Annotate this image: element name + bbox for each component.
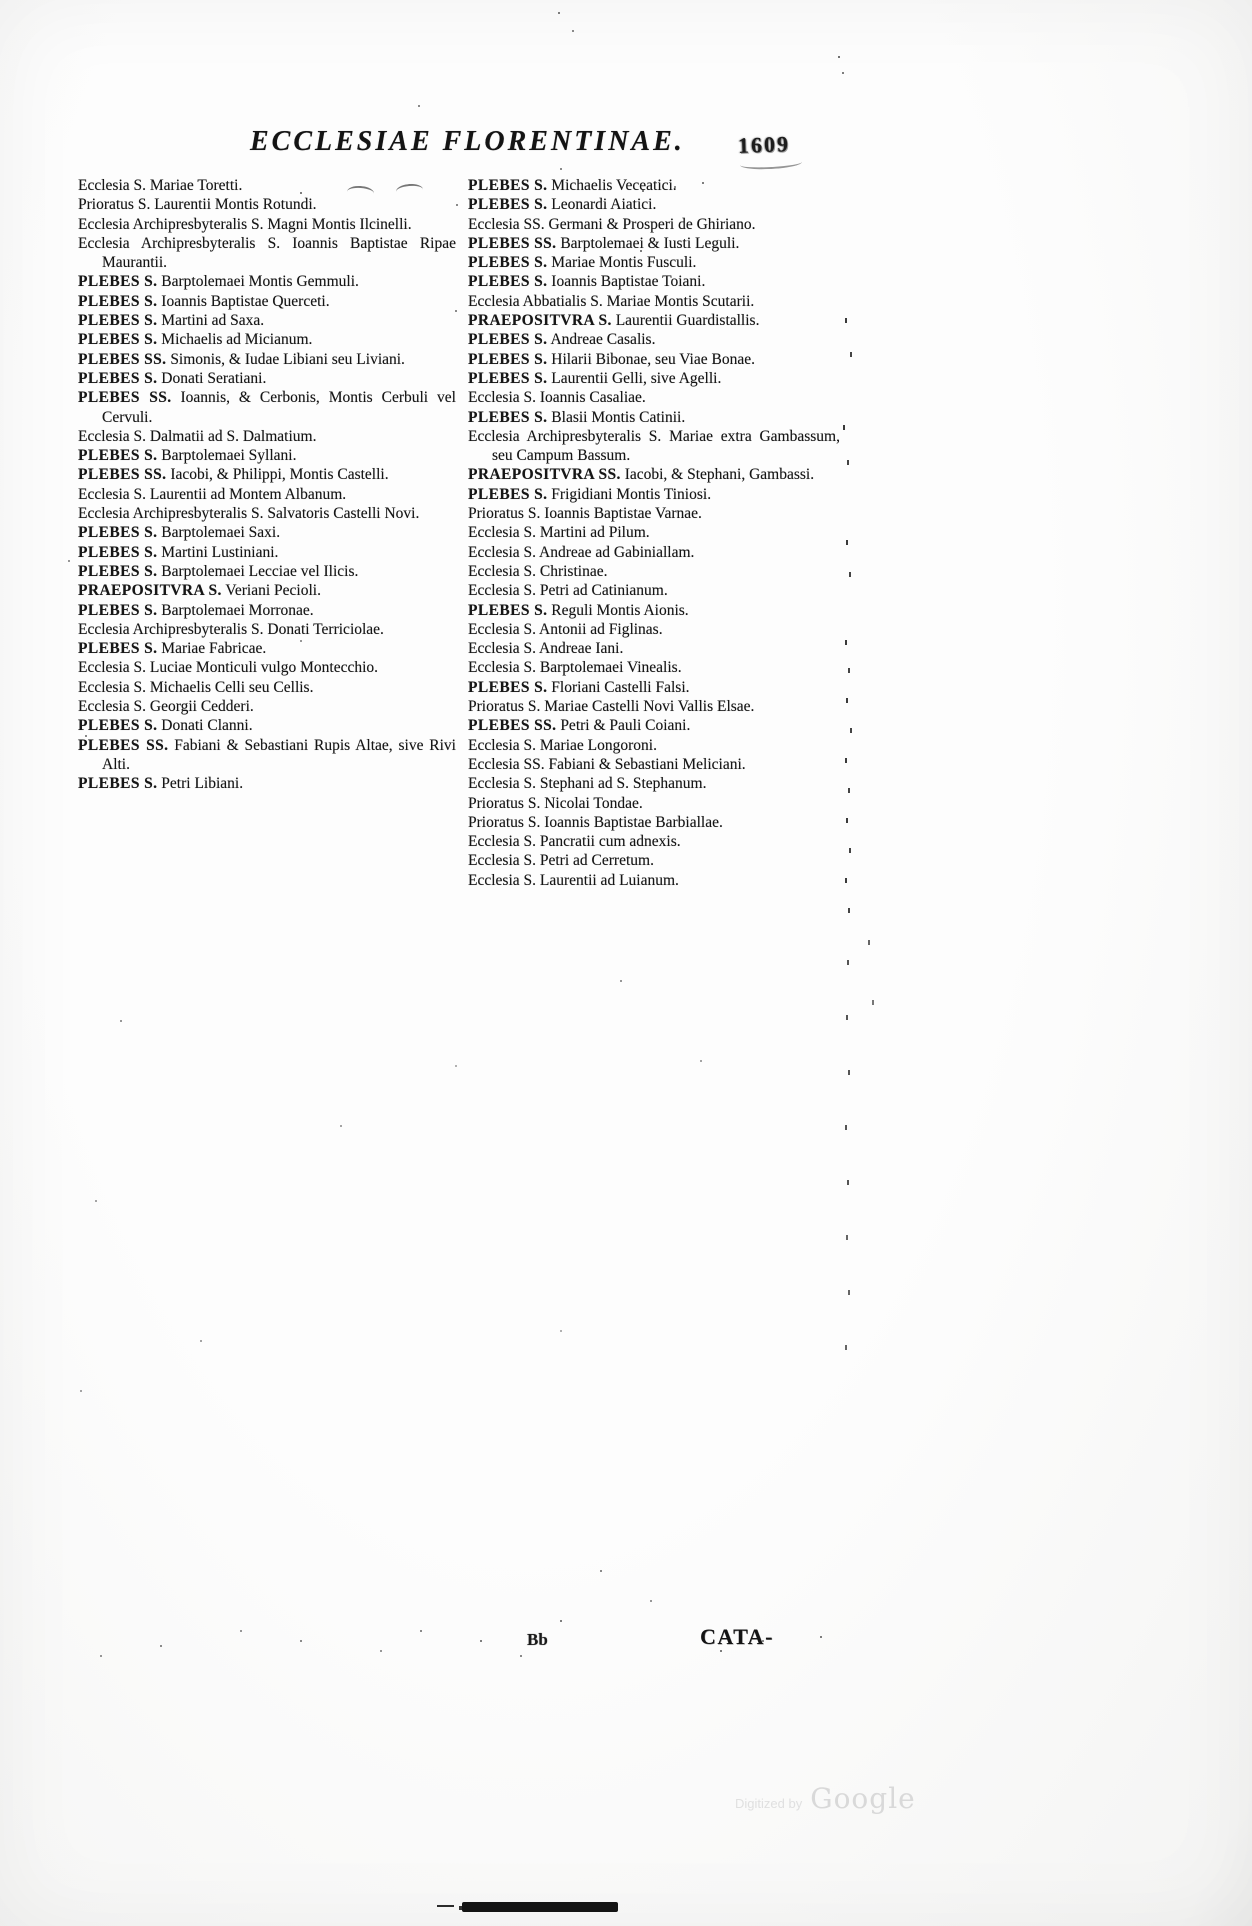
church-list-right-column (468, 176, 840, 890)
church-entry: Ecclesia SS. Fabiani & Sebastiani Meliciani. (468, 755, 746, 773)
church-entry: Ecclesia Archipresbyteralis S. Mariae extra Gambassum, seu Campum Bassum. (468, 427, 840, 465)
church-entry: PLEBES S. Mariae Fabricae. (78, 640, 267, 658)
church-entry: PLEBES S. Leonardi Aiatici. (468, 196, 657, 214)
church-entry: PRAEPOSITVRA S. Veriani Pecioli. (78, 582, 321, 600)
church-entry: Ecclesia Archipresbyteralis S. Salvatoris Castelli Novi. (78, 505, 420, 523)
page-title: ECCLESIAE FLORENTINAE. (250, 126, 685, 157)
google-logo: Google (810, 1782, 916, 1815)
church-entry: PLEBES SS. Ioannis, & Cerbonis, Montis Cerbuli vel Cervuli. (78, 389, 456, 426)
church-entry: Ecclesia Archipresbyteralis S. Donati Terriciolae. (78, 620, 384, 638)
google-watermark (735, 1782, 916, 1815)
church-entry: PLEBES S. Martini ad Saxa. (78, 312, 265, 330)
church-entry: PLEBES S. Floriani Castelli Falsi. (468, 678, 690, 696)
church-entry: Ecclesia S. Mariae Toretti. (78, 177, 243, 194)
church-entry: PLEBES S. Barptolemaei Montis Gemmuli. (78, 273, 359, 291)
church-entry: PLEBES S. Barptolemaei Lecciae vel Ilicis. (78, 562, 359, 580)
church-entry: Ecclesia S. Georgii Cedderi. (78, 698, 254, 716)
church-entry: PLEBES SS. Fabiani & Sebastiani Rupis Altae, sive Rivi Alti. (78, 736, 456, 773)
church-entry: PRAEPOSITVRA S. Laurentii Guardistallis. (468, 312, 760, 330)
church-entry: PLEBES S. Andreae Casalis. (468, 331, 656, 349)
signature-mark: Bb (527, 1630, 548, 1649)
church-entry: Ecclesia S. Andreae Iani. (468, 640, 624, 658)
church-entry: Ecclesia S. Petri ad Cerretum. (468, 852, 654, 870)
church-entry: Prioratus S. Nicolai Tondae. (468, 794, 643, 812)
church-entry: Ecclesia S. Antonii ad Figlinas. (468, 620, 663, 638)
church-entry: Ecclesia S. Michaelis Celli seu Cellis. (78, 678, 314, 696)
church-entry: PLEBES SS. Petri & Pauli Coiani. (468, 717, 691, 735)
church-entry: Ecclesia S. Barptolemaei Vinealis. (468, 659, 682, 677)
watermark-prefix: Digitized by (735, 1796, 803, 1811)
church-entry: PLEBES S. Mariae Montis Fusculi. (468, 254, 697, 272)
church-entry: PLEBES SS. Iacobi, & Philippi, Montis Castelli. (78, 466, 389, 484)
church-entry: PLEBES S. Barptolemaei Saxi. (78, 524, 281, 542)
church-entry: Ecclesia S. Stephani ad S. Stephanum. (468, 775, 707, 793)
church-entry: PLEBES S. Laurentii Gelli, sive Agelli. (468, 369, 722, 387)
scan-artifact-dash (437, 1905, 454, 1907)
church-entry: Ecclesia S. Mariae Longoroni. (468, 736, 657, 754)
church-entry: PLEBES S. Barptolemaei Morronae. (78, 601, 314, 619)
church-entry: Ecclesia S. Pancratii cum adnexis. (468, 833, 681, 851)
church-entry: Ecclesia S. Martini ad Pilum. (468, 524, 650, 542)
church-entry: PLEBES S. Donati Seratiani. (78, 369, 267, 387)
margin-bleed-ticks (0, 0, 2, 5)
church-entry: Ecclesia S. Dalmatii ad S. Dalmatium. (78, 427, 317, 445)
church-entry: Ecclesia Archipresbyteralis S. Ioannis Baptistae Ripae Maurantii. (78, 234, 456, 272)
catchword: CATA- (700, 1624, 774, 1649)
ink-smudge (740, 156, 802, 170)
church-entry: PLEBES SS. Simonis, & Iudae Libiani seu Liviani. (78, 350, 405, 368)
church-entry: Ecclesia Abbatialis S. Mariae Montis Scutarii. (468, 292, 755, 310)
church-entry: PLEBES S. Ioannis Baptistae Toiani. (468, 273, 706, 291)
church-entry: PLEBES S. Michaelis ad Micianum. (78, 331, 313, 349)
church-entry: PLEBES S. Frigidiani Montis Tiniosi. (468, 485, 712, 503)
church-entry: PLEBES SS. Barptolemaei & Iusti Leguli. (468, 234, 740, 252)
church-entry: PLEBES S. Barptolemaei Syllani. (78, 447, 297, 465)
church-entry: Ecclesia S. Andreae ad Gabiniallam. (468, 543, 695, 561)
church-entry: PRAEPOSITVRA SS. Iacobi, & Stephani, Gambassi. (468, 466, 815, 484)
church-entry: PLEBES S. Hilarii Bibonae, seu Viae Bonae. (468, 350, 755, 368)
page-number: 1609 (737, 131, 791, 158)
church-entry: PLEBES S. Reguli Montis Aionis. (468, 601, 689, 619)
church-entry: Prioratus S. Laurentii Montis Rotundi. (78, 196, 317, 214)
church-entry: Ecclesia S. Petri ad Catinianum. (468, 582, 668, 600)
church-entry: Prioratus S. Ioannis Baptistae Barbiallae. (468, 813, 723, 831)
church-entry: Ecclesia S. Ioannis Casaliae. (468, 389, 646, 407)
church-entry: PLEBES S. Martini Lustiniani. (78, 543, 279, 561)
church-entry: PLEBES S. Ioannis Baptistae Querceti. (78, 292, 330, 310)
church-entry: Ecclesia S. Christinae. (468, 562, 608, 580)
church-entry: Ecclesia S. Luciae Monticuli vulgo Montecchio. (78, 659, 379, 677)
church-entry: PLEBES S. Michaelis Veceatici. (468, 177, 677, 194)
church-list-left-column (78, 176, 456, 794)
church-entry: Ecclesia S. Laurentii ad Luianum. (468, 871, 679, 889)
church-entry: PLEBES S. Petri Libiani. (78, 775, 244, 793)
church-entry: PLEBES S. Blasii Montis Catinii. (468, 408, 686, 426)
church-entry: Ecclesia S. Laurentii ad Montem Albanum. (78, 485, 347, 503)
church-entry: Prioratus S. Ioannis Baptistae Varnae. (468, 505, 702, 523)
scan-artifact-bar (462, 1902, 618, 1912)
church-entry: Ecclesia Archipresbyteralis S. Magni Montis Ilcinelli. (78, 215, 412, 233)
church-entry: Prioratus S. Mariae Castelli Novi Vallis Elsae. (468, 698, 755, 716)
church-entry: Ecclesia SS. Germani & Prosperi de Ghiriano. (468, 215, 756, 233)
church-entry: PLEBES S. Donati Clanni. (78, 717, 253, 735)
